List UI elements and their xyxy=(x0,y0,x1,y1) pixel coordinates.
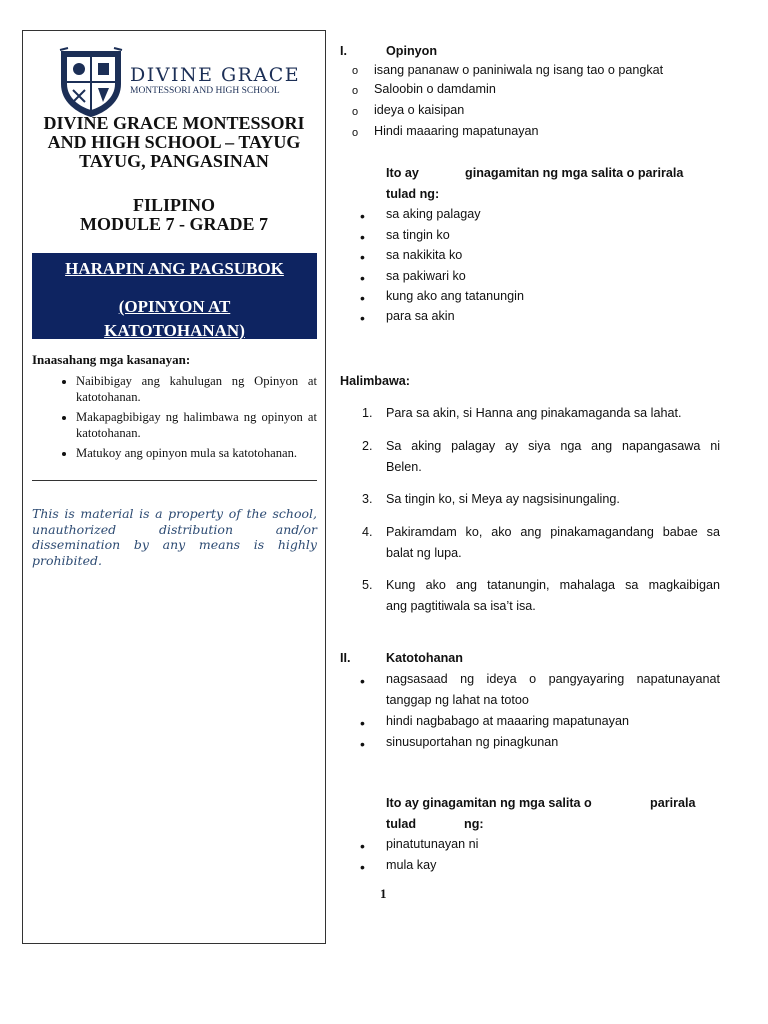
usage-intro: Ito ay ginagamitan ng mga salita o xyxy=(386,796,592,810)
phrase-item: sa tingin ko xyxy=(386,228,450,242)
dot-bullet-icon: • xyxy=(360,229,365,245)
example-text: balat ng lupa. xyxy=(386,546,462,560)
example-text: Sa aking palagay ay siya nga ang napangasawa ni xyxy=(386,439,720,453)
example-text: Kung ako ang tatanungin, mahalaga sa magkaibigan xyxy=(386,578,720,592)
section-numeral: II. xyxy=(340,651,351,665)
example-number: 4. xyxy=(362,525,373,539)
example-text: Belen. xyxy=(386,460,422,474)
definition-item: Saloobin o damdamin xyxy=(374,82,496,96)
usage-intro: tulad ng: xyxy=(386,187,440,201)
school-title xyxy=(26,114,322,171)
phrase-item: sa nakikita ko xyxy=(386,248,463,262)
divider xyxy=(32,480,317,481)
dot-bullet-icon: • xyxy=(360,859,365,875)
page-number: 1 xyxy=(380,886,387,901)
circle-bullet-icon: o xyxy=(352,106,359,118)
phrase-item: sa pakiwari ko xyxy=(386,269,466,283)
copyright-disclaimer: This is material is a property of the school, unauthorized distribution and/or dissemination by any means is highly prohibited. xyxy=(32,506,317,568)
dot-bullet-icon: • xyxy=(360,673,365,689)
objectives-list xyxy=(32,373,317,461)
phrase-item: para sa akin xyxy=(386,309,455,323)
usage-intro: ginagamitan ng mga salita o parirala xyxy=(465,166,684,180)
dot-bullet-icon: • xyxy=(360,838,365,854)
example-text: Sa tingin ko, si Meya ay nagsisinungaling. xyxy=(386,492,620,506)
phrase-item: sa aking palagay xyxy=(386,207,481,221)
phrase-item: mula kay xyxy=(386,858,437,872)
dot-bullet-icon: • xyxy=(360,290,365,306)
example-number: 5. xyxy=(362,578,373,592)
example-number: 3. xyxy=(362,492,373,506)
brand-subtitle: MONTESSORI AND HIGH SCHOOL xyxy=(130,86,280,96)
banner-subtitle-line2: KATOTOHANAN) xyxy=(104,321,245,340)
lesson-banner xyxy=(32,253,317,339)
example-text: Pakiramdam ko, ako ang pinakamagandang babae sa xyxy=(386,525,720,539)
definition-item: tanggap ng lahat na totoo xyxy=(386,693,529,707)
usage-intro: Ito ay xyxy=(386,166,419,180)
definition-item: sinusuportahan ng pinagkunan xyxy=(386,735,559,749)
definition-item: nagsasaad ng ideya o pangyayaring napatunayanat xyxy=(386,672,720,686)
school-title-line3: TAYUG, PANGASINAN xyxy=(79,151,269,171)
dot-bullet-icon: • xyxy=(360,736,365,752)
school-crest-icon xyxy=(58,46,124,118)
module-label: MODULE 7 - GRADE 7 xyxy=(80,214,268,234)
section-title: Katotohanan xyxy=(386,651,463,665)
dot-bullet-icon: • xyxy=(360,310,365,326)
usage-intro: parirala xyxy=(650,796,696,810)
phrase-item: kung ako ang tatanungin xyxy=(386,289,524,303)
circle-bullet-icon: o xyxy=(352,85,359,97)
phrase-item: pinatutunayan ni xyxy=(386,837,479,851)
section-title: Opinyon xyxy=(386,44,438,58)
subject-name: FILIPINO xyxy=(132,195,215,215)
definition-item: isang pananaw o paniniwala ng isang tao o pangkat xyxy=(374,63,664,77)
objective-item: • Naibibigay ang kahulugan ng Opinyon at katotohanan. xyxy=(76,373,317,405)
example-text: Para sa akin, si Hanna ang pinakamaganda sa lahat. xyxy=(386,406,682,420)
usage-intro: ng: xyxy=(464,817,484,831)
school-title-line2: AND HIGH SCHOOL – TAYUG xyxy=(47,132,301,152)
dot-bullet-icon: • xyxy=(360,270,365,286)
definition-item: hindi nagbabago at maaaring mapatunayan xyxy=(386,714,629,728)
example-number: 2. xyxy=(362,439,373,453)
brand-name: DIVINE GRACE xyxy=(130,64,301,86)
banner-subtitle xyxy=(32,295,317,343)
section-numeral: I. xyxy=(340,44,347,58)
circle-bullet-icon: o xyxy=(352,65,359,77)
objective-item: • Makapagbibigay ng halimbawa ng opinyon at katotohanan. xyxy=(76,409,317,441)
school-title-line1: DIVINE GRACE MONTESSORI xyxy=(43,113,305,133)
banner-title: HARAPIN ANG PAGSUBOK xyxy=(65,259,284,278)
learning-objectives xyxy=(32,352,317,465)
dot-bullet-icon: • xyxy=(360,715,365,731)
banner-subtitle-line1: (OPINYON AT xyxy=(118,297,231,316)
objective-item: • Matukoy ang opinyon mula sa katotohanan. xyxy=(76,445,317,461)
definition-item: ideya o kaisipan xyxy=(374,103,465,117)
examples-heading: Halimbawa: xyxy=(340,374,410,388)
circle-bullet-icon: o xyxy=(352,127,359,139)
objectives-heading: Inaasahang mga kasanayan: xyxy=(32,352,191,367)
dot-bullet-icon: • xyxy=(360,249,365,265)
usage-intro: tulad xyxy=(386,817,417,831)
example-number: 1. xyxy=(362,406,373,420)
dot-bullet-icon: • xyxy=(360,208,365,224)
subject-heading xyxy=(26,196,322,234)
definition-item: Hindi maaaring mapatunayan xyxy=(374,124,539,138)
example-text: ang pagtitiwala sa isa’t isa. xyxy=(386,599,536,613)
